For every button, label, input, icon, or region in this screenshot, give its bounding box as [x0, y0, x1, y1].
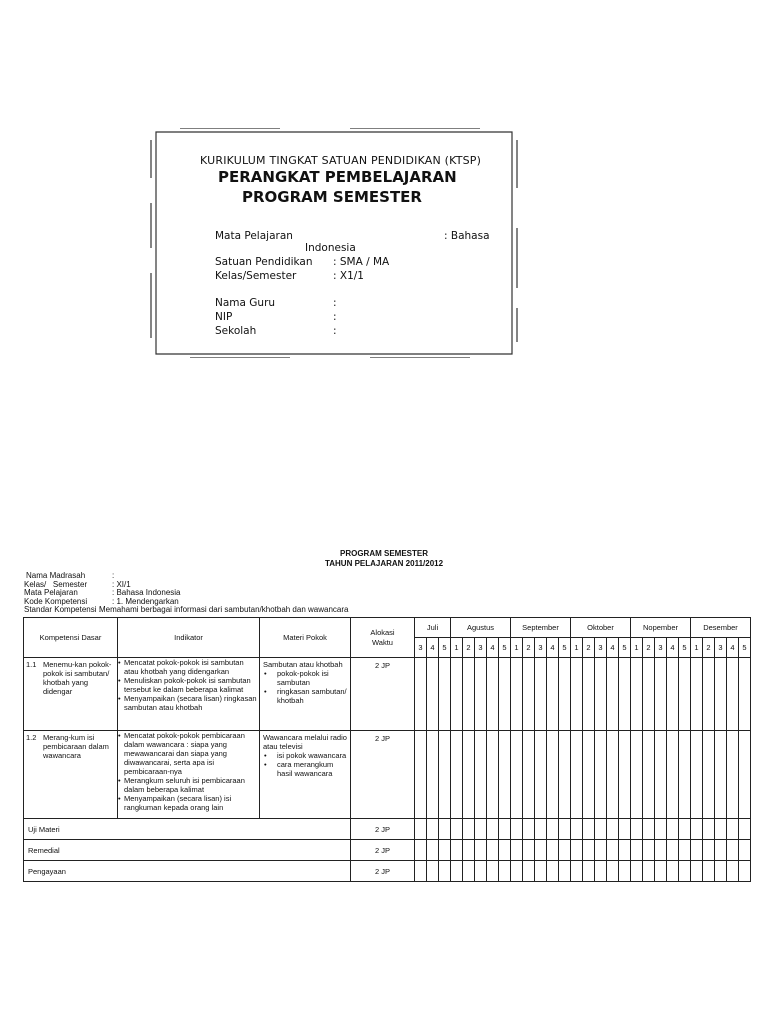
week-cell: [607, 731, 619, 819]
week-cell: [691, 861, 703, 882]
materi-item: • cara merangkum hasil wawancara: [263, 760, 347, 778]
week-cell: [559, 731, 571, 819]
week-cell: [583, 731, 595, 819]
cover-guru-label: Nama Guru: [215, 297, 276, 309]
summary-alokasi: 2 JP: [351, 840, 415, 861]
week-cell: [463, 861, 475, 882]
program-table: [23, 617, 751, 882]
week-cell: [667, 819, 679, 840]
week-cell: [643, 861, 655, 882]
kd-text: Merang-kum isi pembicaraan dalam wawancara: [43, 733, 109, 760]
week-cell: [487, 819, 499, 840]
week-cell: [547, 731, 559, 819]
materi-pokok-cell: [260, 731, 351, 819]
cover-subtitle: PROGRAM SEMESTER: [242, 188, 422, 206]
week-cell: [703, 658, 715, 731]
week-cell: [511, 840, 523, 861]
meta-kelas-value: : XI/1: [112, 579, 131, 589]
week-cell: [475, 731, 487, 819]
header-week: 3: [475, 638, 487, 658]
week-cell: [451, 731, 463, 819]
indikator-item: • Mencatat pokok-pokok pembicaraan dalam wawancara : siapa yang mewawancarai dan siapa yang diwawancarai, serta apa isi pembicaraan-nya: [118, 731, 259, 776]
meta-kode-label: Kode Kompetensi: [24, 596, 88, 606]
week-cell: [715, 731, 727, 819]
week-cell: [655, 840, 667, 861]
week-cell: [475, 658, 487, 731]
header-week: 2: [463, 638, 475, 658]
week-cell: [475, 840, 487, 861]
week-cell: [559, 819, 571, 840]
cover-mapel-value: : Bahasa: [444, 230, 490, 242]
table-row: [24, 731, 751, 819]
cover-main-title: PERANGKAT PEMBELAJARAN: [218, 168, 457, 186]
week-cell: [535, 861, 547, 882]
header-week: 5: [559, 638, 571, 658]
indikator-item: • Menyampaikan (secara lisan) ringkasan sambutan atau khotbah: [118, 694, 259, 712]
week-cell: [439, 861, 451, 882]
header-indikator: Indikator: [118, 618, 260, 658]
kd-number: 1.1: [26, 660, 37, 669]
cover-nip-value: :: [333, 311, 337, 323]
week-cell: [439, 819, 451, 840]
week-cell: [715, 658, 727, 731]
week-cell: [667, 731, 679, 819]
summary-label: Pengayaan: [24, 861, 351, 882]
week-cell: [463, 819, 475, 840]
week-cell: [511, 658, 523, 731]
week-cell: [571, 658, 583, 731]
cover-sekolah-value: :: [333, 325, 337, 337]
header-week: 3: [535, 638, 547, 658]
alokasi-cell: 2 JP: [351, 731, 415, 819]
week-cell: [691, 819, 703, 840]
week-cell: [475, 819, 487, 840]
week-cell: [703, 861, 715, 882]
week-cell: [535, 658, 547, 731]
week-cell: [691, 658, 703, 731]
week-cell: [415, 861, 427, 882]
week-cell: [619, 819, 631, 840]
summary-alokasi: 2 JP: [351, 861, 415, 882]
header-week: 1: [571, 638, 583, 658]
week-cell: [631, 840, 643, 861]
indikator-item: • Merangkum seluruh isi pembicaraan dalam beberapa kalimat: [118, 776, 259, 794]
week-cell: [667, 840, 679, 861]
week-cell: [427, 658, 439, 731]
week-cell: [499, 658, 511, 731]
week-cell: [487, 861, 499, 882]
kd-number: 1.2: [26, 733, 37, 742]
week-cell: [583, 658, 595, 731]
week-cell: [655, 819, 667, 840]
week-cell: [427, 819, 439, 840]
week-cell: [739, 840, 751, 861]
week-cell: [559, 658, 571, 731]
week-cell: [715, 840, 727, 861]
week-cell: [679, 861, 691, 882]
week-cell: [691, 731, 703, 819]
week-cell: [631, 658, 643, 731]
meta-madrasah-value: :: [112, 571, 115, 580]
kd-text: Menemu-kan pokok-pokok isi sambutan/ khotbah yang didengar: [43, 660, 112, 696]
header-week: 3: [655, 638, 667, 658]
week-cell: [547, 658, 559, 731]
week-cell: [535, 819, 547, 840]
week-cell: [415, 658, 427, 731]
week-cell: [571, 819, 583, 840]
cover-sekolah-label: Sekolah: [215, 325, 257, 337]
week-cell: [559, 840, 571, 861]
week-cell: [703, 819, 715, 840]
week-cell: [727, 840, 739, 861]
week-cell: [523, 861, 535, 882]
week-cell: [451, 819, 463, 840]
week-cell: [463, 658, 475, 731]
header-week: 5: [739, 638, 751, 658]
summary-row: [24, 840, 751, 861]
header-kompetensi-dasar: Kompetensi Dasar: [24, 618, 118, 658]
week-cell: [679, 731, 691, 819]
week-cell: [679, 819, 691, 840]
header-week: 5: [679, 638, 691, 658]
week-cell: [571, 861, 583, 882]
week-cell: [643, 840, 655, 861]
week-cell: [631, 861, 643, 882]
week-cell: [619, 658, 631, 731]
meta-sk-value: Memahami berbagai informasi dari sambutan/khotbah dan wawancara: [99, 605, 349, 614]
week-cell: [715, 819, 727, 840]
week-cell: [487, 840, 499, 861]
cover-mapel-label: Mata Pelajaran: [215, 230, 293, 242]
meta-sk-label: Standar Kompetensi :: [24, 605, 101, 614]
week-cell: [727, 658, 739, 731]
week-cell: [595, 731, 607, 819]
week-cell: [511, 819, 523, 840]
week-cell: [655, 731, 667, 819]
week-cell: [451, 658, 463, 731]
indikator-item: • Mencatat pokok-pokok isi sambutan atau khotbah yang didengarkan: [118, 658, 259, 676]
summary-row: [24, 819, 751, 840]
week-cell: [499, 840, 511, 861]
week-cell: [427, 840, 439, 861]
week-cell: [607, 819, 619, 840]
materi-item: • isi pokok wawancara: [263, 751, 347, 760]
header-week: 1: [691, 638, 703, 658]
header-week: 2: [643, 638, 655, 658]
week-cell: [535, 840, 547, 861]
header-week: 4: [727, 638, 739, 658]
week-cell: [499, 861, 511, 882]
week-cell: [535, 731, 547, 819]
week-cell: [595, 819, 607, 840]
header-week: 3: [715, 638, 727, 658]
summary-alokasi: 2 JP: [351, 819, 415, 840]
week-cell: [511, 861, 523, 882]
week-cell: [487, 731, 499, 819]
materi-pokok-cell: [260, 658, 351, 731]
table-header-row: [24, 618, 751, 638]
cover-satuan-value: : SMA / MA: [333, 256, 390, 268]
week-cell: [739, 731, 751, 819]
week-cell: [559, 861, 571, 882]
week-cell: [415, 819, 427, 840]
week-cell: [667, 658, 679, 731]
week-cell: [703, 840, 715, 861]
week-cell: [631, 731, 643, 819]
week-cell: [667, 861, 679, 882]
header-week: 5: [499, 638, 511, 658]
header-week: 5: [619, 638, 631, 658]
indikator-cell: [118, 731, 260, 819]
week-cell: [607, 840, 619, 861]
header-week: 1: [511, 638, 523, 658]
cover-satuan-label: Satuan Pendidikan: [215, 256, 313, 268]
header-week: 4: [667, 638, 679, 658]
week-cell: [523, 840, 535, 861]
header-month: Nopember: [631, 618, 691, 638]
week-cell: [547, 861, 559, 882]
week-cell: [439, 658, 451, 731]
header-month: Juli: [415, 618, 451, 638]
meta-mapel-label: Mata Pelajaran: [24, 588, 78, 597]
meta-kode-value: : 1. Mendengarkan: [112, 596, 179, 606]
materi-item: • ringkasan sambutan/ khotbah: [263, 687, 347, 705]
week-cell: [523, 819, 535, 840]
week-cell: [415, 840, 427, 861]
week-cell: [571, 731, 583, 819]
meta-madrasah-label: Nama Madrasah: [26, 571, 86, 580]
week-cell: [679, 840, 691, 861]
week-cell: [523, 731, 535, 819]
week-cell: [655, 658, 667, 731]
week-cell: [487, 658, 499, 731]
week-cell: [583, 819, 595, 840]
header-week: 4: [427, 638, 439, 658]
week-cell: [679, 658, 691, 731]
header-month: September: [511, 618, 571, 638]
week-cell: [715, 861, 727, 882]
week-cell: [619, 840, 631, 861]
indikator-item: • Menuliskan pokok-pokok isi sambutan tersebut ke dalam beberapa kalimat: [118, 676, 259, 694]
header-week: 3: [595, 638, 607, 658]
cover-kelas-label: Kelas/Semester: [215, 270, 297, 282]
cover-kelas-value: : X1/1: [333, 270, 364, 282]
week-cell: [583, 840, 595, 861]
week-cell: [463, 731, 475, 819]
week-cell: [571, 840, 583, 861]
week-cell: [475, 861, 487, 882]
alokasi-cell: 2 JP: [351, 658, 415, 731]
meta-mapel-value: : Bahasa Indonesia: [112, 588, 181, 597]
header-month: Oktober: [571, 618, 631, 638]
week-cell: [643, 731, 655, 819]
header-week: 1: [631, 638, 643, 658]
summary-label: Remedial: [24, 840, 351, 861]
week-cell: [703, 731, 715, 819]
week-cell: [655, 861, 667, 882]
week-cell: [739, 658, 751, 731]
header-week: 4: [547, 638, 559, 658]
week-cell: [439, 840, 451, 861]
header-week: 2: [523, 638, 535, 658]
program-subtitle: TAHUN PELAJARAN 2011/2012: [324, 559, 444, 568]
week-cell: [643, 658, 655, 731]
meta-kelas-label: Kelas/ Semester: [24, 579, 88, 589]
header-alokasi-waktu: Alokasi Waktu: [351, 618, 415, 658]
header-week: 2: [703, 638, 715, 658]
week-cell: [619, 861, 631, 882]
week-cell: [727, 731, 739, 819]
cover-mapel-value-cont: Indonesia: [305, 242, 356, 254]
week-cell: [427, 731, 439, 819]
week-cell: [499, 819, 511, 840]
week-cell: [643, 819, 655, 840]
cover-nip-label: NIP: [215, 311, 233, 323]
week-cell: [607, 658, 619, 731]
kompetensi-dasar-cell: [24, 658, 118, 731]
week-cell: [595, 658, 607, 731]
header-materi-pokok: Materi Pokok: [260, 618, 351, 658]
week-cell: [547, 819, 559, 840]
week-cell: [523, 658, 535, 731]
week-cell: [595, 840, 607, 861]
header-month: Desember: [691, 618, 751, 638]
week-cell: [607, 861, 619, 882]
week-cell: [739, 819, 751, 840]
cover-curriculum-title: KURIKULUM TINGKAT SATUAN PENDIDIKAN (KTSP): [200, 154, 482, 167]
program-title: PROGRAM SEMESTER: [339, 549, 428, 558]
header-week: 2: [583, 638, 595, 658]
table-row: [24, 658, 751, 731]
week-cell: [727, 861, 739, 882]
week-cell: [463, 840, 475, 861]
week-cell: [511, 731, 523, 819]
week-cell: [451, 861, 463, 882]
header-month: Agustus: [451, 618, 511, 638]
week-cell: [451, 840, 463, 861]
cover-guru-value: :: [333, 297, 337, 309]
header-week: 5: [439, 638, 451, 658]
week-cell: [415, 731, 427, 819]
week-cell: [691, 840, 703, 861]
header-week: 4: [607, 638, 619, 658]
header-week: 1: [451, 638, 463, 658]
week-cell: [547, 840, 559, 861]
materi-item: • pokok-pokok isi sambutan: [263, 669, 347, 687]
week-cell: [619, 731, 631, 819]
summary-label: Uji Materi: [24, 819, 351, 840]
week-cell: [727, 819, 739, 840]
materi-intro: Sambutan atau khotbah: [263, 660, 343, 669]
week-cell: [583, 861, 595, 882]
header-week: 3: [415, 638, 427, 658]
cover-frame: [150, 128, 518, 358]
materi-intro: Wawancara melalui radio atau televisi: [263, 733, 347, 751]
week-cell: [595, 861, 607, 882]
indikator-item: • Menyampaikan (secara lisan) isi rangkuman kepada orang lain: [118, 794, 259, 812]
summary-row: [24, 861, 751, 882]
week-cell: [439, 731, 451, 819]
kompetensi-dasar-cell: [24, 731, 118, 819]
header-week: 4: [487, 638, 499, 658]
week-cell: [739, 861, 751, 882]
week-cell: [631, 819, 643, 840]
week-cell: [427, 861, 439, 882]
week-cell: [499, 731, 511, 819]
indikator-cell: [118, 658, 260, 731]
